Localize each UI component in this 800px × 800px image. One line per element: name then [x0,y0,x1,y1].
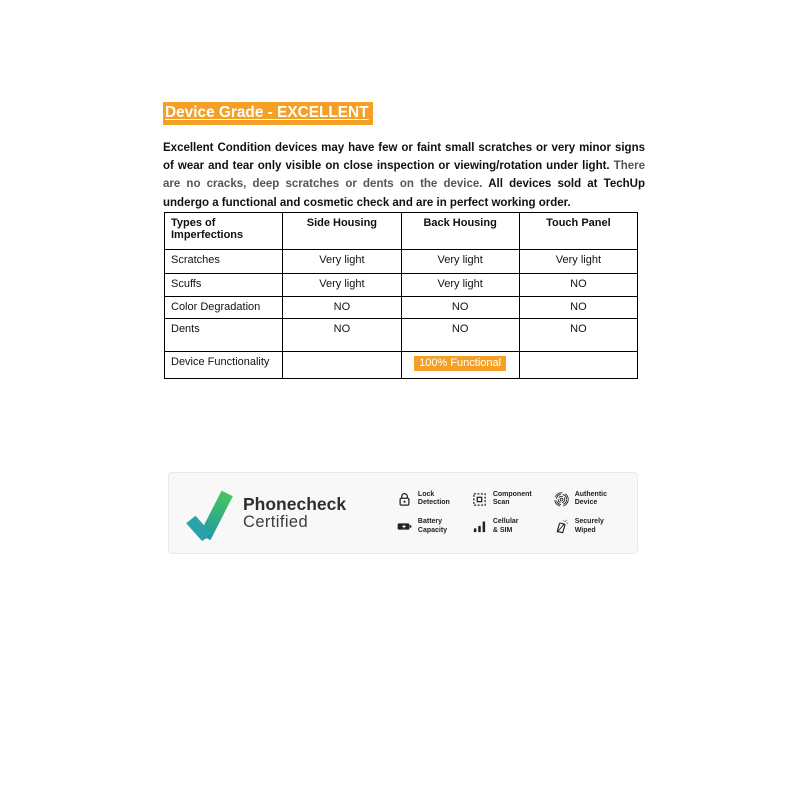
table-cell: Very light [519,250,637,274]
table-row-scuffs [165,274,638,297]
certification-features [397,491,607,536]
component-scan-icon [472,492,487,507]
feature-label-line2: Device [574,499,598,507]
table-row-device-functionality [165,352,638,379]
feature-label-line1: Lock [417,490,435,498]
feature-label-line1: Authentic [574,490,607,498]
feature-label-line1: Battery [417,518,443,525]
table-cell: Color Degradation [165,297,283,319]
fingerprint-icon [554,492,569,507]
feature-component-scan [472,491,532,509]
feature-label-line2: Scan [492,499,510,507]
imperfections-table [164,212,638,379]
table-cell: NO [519,274,637,297]
description-part2: There are no cracks, deep scratches or dents on the device. [163,160,645,191]
description-paragraph [163,139,645,212]
table-cell: NO [519,319,637,352]
feature-lock-detection [397,491,450,509]
phonecheck-logo [186,485,346,541]
feature-label [493,518,519,536]
feature-label [575,518,604,536]
page-title: Device Grade - EXCELLENT [163,102,373,125]
feature-label-line2: & SIM [492,526,513,534]
feature-label-line1: Securely [574,518,604,525]
checkmark-icon [186,485,233,541]
feature-label [493,491,532,509]
table-cell: NO [283,297,401,319]
header-touch-panel: Touch Panel [519,213,637,250]
feature-label-line2: Capacity [417,526,448,534]
feature-label [575,491,607,509]
battery-icon [397,519,412,534]
table-cell: Very light [283,274,401,297]
lock-icon [397,492,412,507]
feature-label-line2: Detection [417,499,450,507]
table-cell: Device Functionality [165,352,283,379]
feature-label-line1: Cellular [492,518,519,525]
table-cell: NO [519,297,637,319]
table-row-color-degradation [165,297,638,319]
feature-authentic-device [554,491,607,509]
table-cell [401,352,519,379]
table-cell: Very light [401,250,519,274]
header-types-of-imperfections: Types of Imperfections [165,213,283,250]
feature-label-line2: Wiped [574,526,596,534]
feature-cellular-sim [472,518,532,536]
table-cell: NO [401,297,519,319]
feature-label-line1: Component [492,490,532,498]
table-cell: Very light [283,250,401,274]
signal-bars-icon [472,519,487,534]
header-back-housing: Back Housing [401,213,519,250]
table-cell [283,352,401,379]
feature-label [418,518,447,536]
table-cell [519,352,637,379]
brand-name: Phonecheck [243,493,347,514]
wipe-icon [554,519,569,534]
table-cell: NO [283,319,401,352]
phonecheck-certified-badge [168,472,638,554]
table-row-dents [165,319,638,352]
table-cell: Dents [165,319,283,352]
table-cell: Very light [401,274,519,297]
table-row-scratches [165,250,638,274]
feature-battery-capacity [397,518,450,536]
feature-securely-wiped [554,518,607,536]
description-part3: All devices sold at TechUp undergo a functional and cosmetic check and are in perfect working order. [163,178,645,209]
feature-label [418,491,450,509]
table-header-row [165,213,638,250]
description-part1: Excellent Condition devices may have few or faint small scratches or very minor signs of wear and tear only visible on close inspection or viewing/rotation under light. [163,142,645,173]
functionality-highlight: 100% Functional [414,356,506,371]
table-cell: Scratches [165,250,283,274]
table-cell: Scuffs [165,274,283,297]
header-side-housing: Side Housing [283,213,401,250]
brand-tagline: Certified [243,513,309,532]
phonecheck-brand [243,495,346,532]
table-cell: NO [401,319,519,352]
